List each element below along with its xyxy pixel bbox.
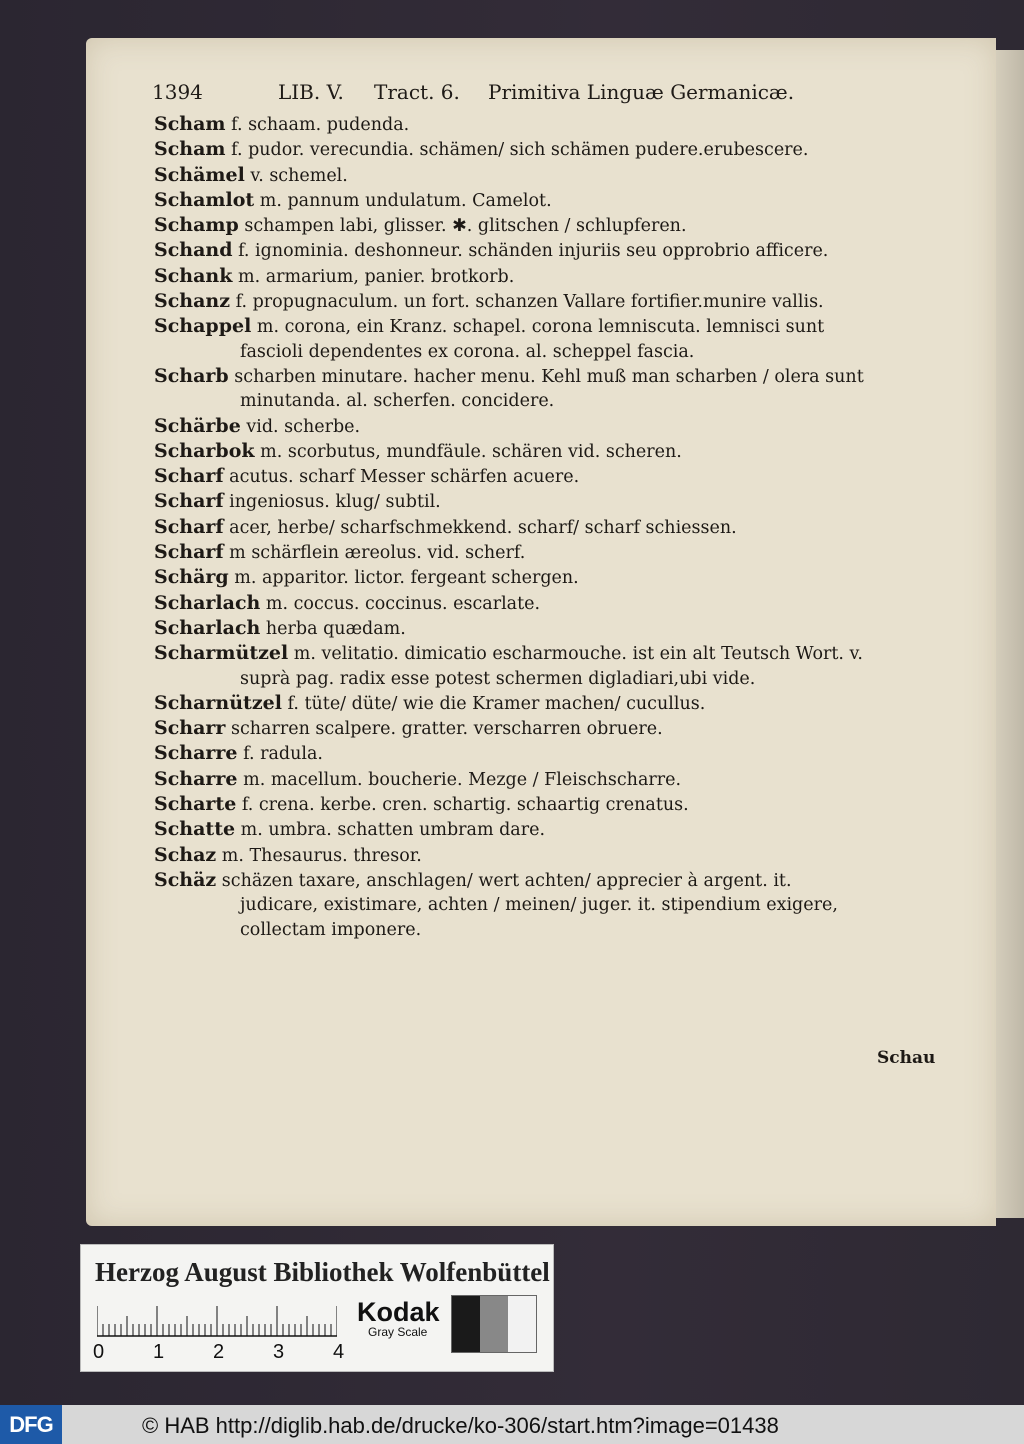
- dictionary-entry: [154, 163, 866, 188]
- swatch-white: [508, 1296, 536, 1352]
- swatch-black: [452, 1296, 480, 1352]
- entry-text: scharben minutare. hacher menu. Kehl muß man scharben / olera sunt minutanda. al. scherfen. concidere.: [228, 366, 864, 412]
- dictionary-entry: [154, 716, 866, 741]
- dictionary-entry: [154, 439, 866, 464]
- entry-text: f. propugnaculum. un fort. schanzen Vallare fortifier.munire vallis.: [230, 292, 824, 313]
- entry-headword: Scharf: [154, 541, 224, 564]
- dictionary-entry: [154, 112, 866, 137]
- dictionary-entry: [154, 843, 866, 868]
- entry-headword: Schank: [154, 264, 233, 287]
- dfg-logo: DFG: [0, 1405, 62, 1444]
- entry-text: scharren scalpere. gratter. verscharren obruere.: [225, 719, 663, 740]
- dictionary-entry: [154, 137, 866, 162]
- dictionary-entry: [154, 591, 866, 616]
- dictionary-entry: [154, 616, 866, 641]
- dictionary-entry: [154, 264, 866, 289]
- dictionary-entry: [154, 792, 866, 817]
- entry-headword: Schanz: [154, 290, 231, 313]
- entry-text: m. macellum. boucherie. Mezge / Fleischscharre.: [237, 769, 682, 790]
- entry-headword: Scharr: [154, 717, 226, 740]
- dictionary-entry: [154, 540, 866, 565]
- entry-text: schäzen taxare, anschlagen/ wert achten/ apprecier à argent. it. judicare, existimare, achten / meinen/ juger. it. stipendium exigere, collectam imponere.: [216, 870, 838, 940]
- entry-text: f. tüte/ düte/ wie die Kramer machen/ cucullus.: [281, 693, 706, 714]
- entry-headword: Schappel: [154, 315, 252, 338]
- ruler-number: 2: [213, 1341, 225, 1363]
- entry-headword: Scharre: [154, 742, 238, 765]
- dictionary-entry: [154, 817, 866, 842]
- dictionary-entry: [154, 641, 866, 691]
- entry-text: f. schaam. pudenda.: [225, 115, 410, 135]
- entry-text: m schärflein æreolus. vid. scherf.: [223, 543, 526, 564]
- page-header: [152, 80, 872, 110]
- entry-headword: Schärbe: [154, 414, 241, 437]
- entry-headword: Scharbok: [154, 439, 255, 462]
- entry-headword: Scham: [154, 113, 226, 135]
- tract-label: Tract. 6.: [374, 80, 460, 104]
- entry-headword: Schaz: [154, 843, 217, 866]
- entry-text: m. pannum undulatum. Camelot.: [254, 190, 552, 211]
- entry-text: vid. scherbe.: [240, 416, 361, 437]
- entry-headword: Scharmützel: [154, 642, 289, 665]
- ruler-number: 0: [93, 1341, 105, 1363]
- entry-text: herba quædam.: [260, 618, 406, 639]
- dictionary-entry: [154, 464, 866, 489]
- entry-headword: Schärg: [154, 566, 229, 589]
- entry-headword: Schamp: [154, 214, 239, 237]
- entry-headword: Scharb: [154, 364, 229, 387]
- entry-headword: Schäz: [154, 868, 217, 891]
- dictionary-entry: [154, 238, 866, 263]
- entry-text: f. crena. kerbe. cren. schartig. schaartig crenatus.: [236, 795, 689, 816]
- library-label-card: [80, 1244, 554, 1372]
- entry-text: m. coccus. coccinus. escarlate.: [260, 593, 541, 614]
- dictionary-entry: [154, 868, 866, 942]
- copyright-link[interactable]: © HAB http://diglib.hab.de/drucke/ko-306/start.htm?image=01438: [142, 1413, 779, 1438]
- running-title: Primitiva Linguæ Germanicæ.: [488, 80, 795, 104]
- book-label: LIB. V.: [278, 80, 344, 104]
- ruler-number: 3: [273, 1341, 285, 1363]
- page-number: 1394: [152, 80, 203, 104]
- entry-text: ingeniosus. klug/ subtil.: [223, 492, 441, 513]
- entry-headword: Scham: [154, 138, 226, 161]
- institution-name: Herzog August Bibliothek Wolfenbüttel: [95, 1257, 550, 1287]
- dictionary-entry: [154, 414, 866, 439]
- entry-text: f. pudor. verecundia. schämen/ sich schämen pudere.erubescere.: [225, 140, 809, 161]
- dictionary-entry: [154, 767, 866, 792]
- entry-text: acer, herbe/ scharfschmekkend. scharf/ scharf schiessen.: [223, 517, 737, 538]
- entry-text: f. ignominia. deshonneur. schänden injuriis seu opprobrio afficere.: [232, 241, 829, 262]
- ruler: [97, 1303, 337, 1337]
- entry-text: f. radula.: [237, 744, 323, 765]
- dictionary-entry: [154, 565, 866, 590]
- dictionary-entry: [154, 691, 866, 716]
- catchword: Schau: [877, 1048, 936, 1068]
- entry-text: m. velitatio. dimicatio escharmouche. ist ein alt Teutsch Wort. v. suprà pag. radix esse potest schermen digladiari,ubi vide.: [240, 644, 863, 689]
- entry-text: m. apparitor. lictor. fergeant schergen.: [228, 568, 579, 589]
- entry-headword: Schatte: [154, 818, 236, 841]
- swatch-gray: [480, 1296, 508, 1352]
- dictionary-entry: [154, 489, 866, 514]
- dictionary-entry: [154, 289, 866, 314]
- entry-text: acutus. scharf Messer schärfen acuere.: [223, 467, 580, 488]
- entry-headword: Scharnützel: [154, 691, 282, 714]
- dictionary-entry: [154, 314, 866, 364]
- dictionary-entry: [154, 741, 866, 766]
- entry-headword: Scharf: [154, 490, 224, 513]
- gray-scale-swatches: [451, 1295, 537, 1353]
- entry-headword: Scharte: [154, 793, 237, 816]
- entry-headword: Schamlot: [154, 188, 255, 211]
- dictionary-entry: [154, 188, 866, 213]
- kodak-subtitle: Gray Scale: [368, 1325, 428, 1339]
- ruler-number: 4: [333, 1341, 345, 1363]
- entry-headword: Scharre: [154, 767, 238, 790]
- entry-headword: Scharf: [154, 515, 224, 538]
- dictionary-entry: [154, 213, 866, 238]
- entry-text: v. schemel.: [244, 165, 348, 186]
- entry-headword: Schand: [154, 239, 233, 262]
- dictionary-entry: [154, 364, 866, 414]
- entry-text: m. corona, ein Kranz. schapel. corona lemniscuta. lemnisci sunt fascioli dependentes ex corona. al. scheppel fascia.: [240, 317, 825, 362]
- entry-headword: Scharlach: [154, 591, 261, 614]
- entry-text: m. scorbutus, mundfäule. schären vid. scheren.: [254, 441, 682, 462]
- entry-headword: Scharf: [154, 465, 224, 488]
- dictionary-entries: [154, 112, 866, 942]
- ruler-number: 1: [153, 1341, 165, 1363]
- dictionary-entry: [154, 515, 866, 540]
- entry-text: m. Thesaurus. thresor.: [216, 845, 422, 866]
- entry-headword: Schämel: [154, 163, 245, 186]
- entry-text: schampen labi, glisser. ✱. glitschen / schlupferen.: [238, 216, 687, 237]
- entry-text: m. umbra. schatten umbram dare.: [235, 820, 546, 841]
- entry-text: m. armarium, panier. brotkorb.: [232, 266, 515, 287]
- page-edge: [994, 50, 1024, 1218]
- kodak-logo: Kodak: [357, 1297, 440, 1327]
- entry-headword: Scharlach: [154, 616, 261, 639]
